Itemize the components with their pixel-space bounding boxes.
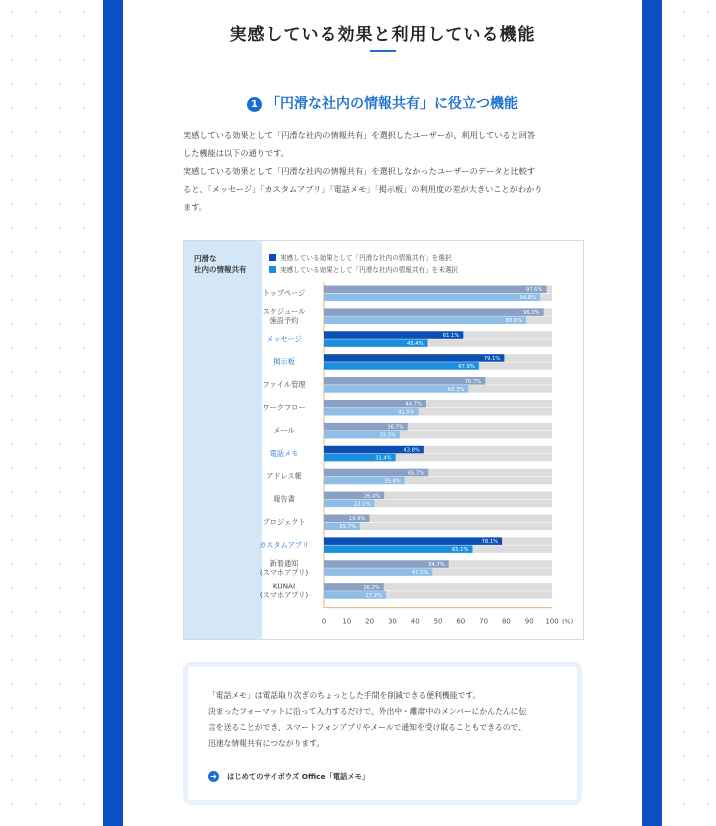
bar-value-label: 45.7% <box>407 470 425 477</box>
right-brand-band <box>642 0 662 826</box>
bar-value-label: 43.8% <box>403 447 420 454</box>
phone-memo-guide-link-label: はじめてのサイボウズ Office「電話メモ」 <box>227 771 370 781</box>
bar-value-label: 65.1% <box>451 547 469 554</box>
bar-unselected <box>324 316 526 324</box>
section-title: 「円滑な社内の情報共有」に役立つ機能 <box>266 96 518 112</box>
bar-value-label: 26.4% <box>363 493 381 500</box>
intro-line: した機能は以下の通りです。 <box>183 148 289 158</box>
category-label: KUNAI (スマホアプリ) <box>259 581 309 600</box>
bar-value-label: 94.8% <box>519 295 537 302</box>
category-label: 電話メモ <box>269 448 299 458</box>
bar-value-label: 61.1% <box>442 333 460 339</box>
x-tick-label: 40 <box>410 617 420 626</box>
bar-chart <box>184 241 583 639</box>
bar-value-label: 88.6% <box>505 318 523 325</box>
category-label: ワークフロー <box>262 403 306 412</box>
bar-unselected <box>324 362 479 370</box>
category-label: 報告書 <box>273 494 295 504</box>
x-tick-label: 0 <box>321 617 327 626</box>
bar-unselected <box>324 294 540 302</box>
intro-line: 実感している効果として「円滑な社内の情報共有」を選択しなかったユーザーのデータと比較す <box>183 166 536 176</box>
category-label: メッセージ <box>266 334 302 344</box>
x-tick-label: 30 <box>387 617 397 626</box>
bar-value-label: 96.3% <box>523 310 540 317</box>
x-tick-label: 50 <box>433 617 443 626</box>
x-tick-label: 90 <box>524 617 534 626</box>
category-label: トップページ <box>262 288 306 298</box>
bar-value-label: 97.6% <box>526 287 543 294</box>
intro-text <box>183 126 583 216</box>
intro-line: ます。 <box>183 202 207 212</box>
legend-label-unselected: 実感している効果として「円滑な社内の情報共有」を未選択 <box>280 266 459 274</box>
bar-value-label: 79.1% <box>483 355 501 362</box>
category-label: 掲示板 <box>273 357 295 367</box>
legend-label-selected: 実感している効果として「円滑な社内の情報共有」を選択 <box>280 254 452 262</box>
bar-value-label: 41.5% <box>398 409 415 416</box>
x-tick-label: 10 <box>342 617 352 626</box>
category-label: スケジュール施設予約 <box>262 306 306 325</box>
x-unit-label: (%) <box>562 617 574 626</box>
x-tick-label: 80 <box>501 617 511 626</box>
note-line: 言を送ることができ、スマートフォンアプリやメールで通知を受け取ることもできるので、 <box>208 723 526 732</box>
bar-unselected <box>324 385 468 393</box>
phone-memo-note-card <box>183 662 582 805</box>
category-label: カスタムアプリ <box>258 540 310 550</box>
bar-value-label: 33.3% <box>379 432 396 439</box>
x-tick-label: 100 <box>545 617 559 626</box>
bar-value-label: 44.7% <box>405 401 422 408</box>
bar-value-label: 36.7% <box>387 424 404 431</box>
page-title: 実感している効果と利用している機能 <box>229 25 536 45</box>
bar-value-label: 47.5% <box>411 570 429 576</box>
x-tick-label: 60 <box>456 617 466 626</box>
bar-selected <box>324 286 547 294</box>
bar-selected <box>324 308 544 316</box>
bar-value-label: 45.4% <box>407 341 424 347</box>
category-label: メール <box>273 425 295 435</box>
phone-memo-guide-link[interactable] <box>208 771 369 782</box>
x-tick-label: 20 <box>365 617 375 626</box>
bar-value-label: 31.4% <box>375 455 392 462</box>
intro-line: ると、「メッセージ」「カスタムアプリ」「電話メモ」「掲示板」の利用度の差が大きいことがわかり <box>183 184 543 194</box>
bar-selected <box>324 377 485 385</box>
left-brand-band <box>103 0 123 826</box>
bar-value-label: 78.1% <box>481 539 499 546</box>
bar-selected <box>324 537 502 545</box>
bar-value-label: 26.2% <box>363 584 380 591</box>
bar-value-label: 63.3% <box>447 386 465 393</box>
bar-value-label: 15.7% <box>339 524 356 531</box>
note-line: 「電話メモ」は電話取り次ぎのちょっとした手間を削減できる便利機能です。 <box>208 691 481 700</box>
bar-value-label: 54.7% <box>428 562 445 568</box>
category-label: ファイル管理 <box>262 380 306 390</box>
intro-line: 実感している効果として「円滑な社内の情報共有」を選択したユーザーが、利用していると回答 <box>183 130 536 140</box>
section-number-badge: 1 <box>247 97 262 112</box>
chart-side-label: 円滑な 社内の情報共有 <box>194 254 247 274</box>
bar-value-label: 70.7% <box>464 378 482 385</box>
bar-value-label: 67.9% <box>458 363 475 370</box>
note-line: 決まったフォーマットに沿って入力するだけで、外出中・離席中のメンバーにかんたんに伝 <box>208 707 527 716</box>
category-label: プロジェクト <box>262 517 306 527</box>
note-line: 迅速な情報共有につながります。 <box>208 739 325 748</box>
arrow-right-icon: ➜ <box>208 771 219 782</box>
section-heading <box>123 93 642 113</box>
bar-value-label: 19.9% <box>348 516 366 523</box>
bar-value-label: 35.4% <box>384 478 401 485</box>
bar-unselected <box>324 545 472 553</box>
title-underline <box>370 50 396 52</box>
category-label: アドレス帳 <box>266 471 302 481</box>
bar-selected <box>324 354 504 362</box>
category-label: 新着通知(スマホアプリ) <box>259 558 309 577</box>
bar-value-label: 22.1% <box>353 501 371 508</box>
bar-value-label: 27.2% <box>365 592 383 599</box>
x-tick-label: 70 <box>479 617 489 626</box>
note-text <box>208 688 558 752</box>
content-panel <box>123 0 642 826</box>
chart-card <box>183 240 584 640</box>
